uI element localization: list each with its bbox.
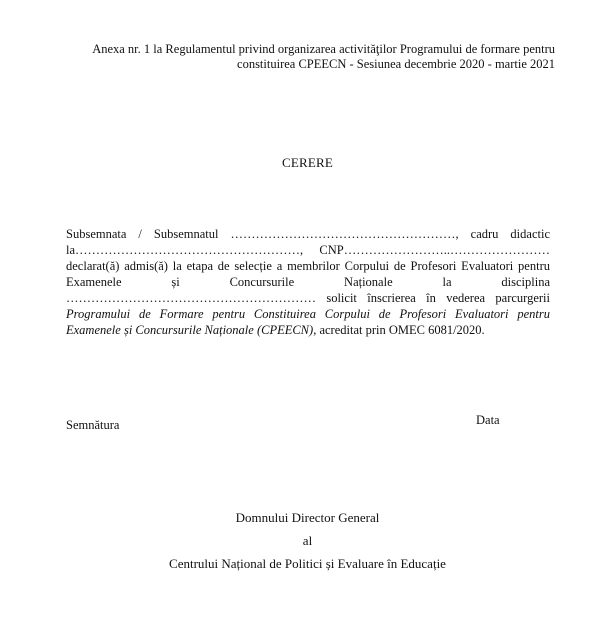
body-line-1: Subsemnata / Subsemnatul ………………………………………………, cadru didactic (66, 227, 550, 241)
annex-line-1: Anexa nr. 1 la Regulamentul privind organizarea activităţilor Programului de formare pentru (92, 42, 555, 56)
annex-line-2: constituirea CPEECN - Sesiunea decembrie 2020 - martie 2021 (237, 57, 555, 71)
signature-label: Semnătura (66, 418, 120, 432)
body-line-4: Examenele și Concursurile Naționale la disciplina (66, 275, 550, 289)
addressee-line-2: al (302, 533, 313, 548)
addressee-line-1: Domnului Director General (235, 510, 380, 525)
annex-header (55, 42, 555, 72)
body-line-2: la………………………………………………, CNP……………………..…………………… (66, 243, 550, 257)
program-name: Programului de Formare pentru Constituirea Corpului de Profesori Evaluatori pentru Examenele și Concursurile Naționale (CPEECN) (66, 307, 550, 337)
body-program-paragraph (66, 306, 550, 338)
date-label: Data (476, 413, 500, 427)
program-accreditation: , acreditat prin OMEC 6081/2020. (313, 323, 485, 337)
addressee-line-3: Centrului Național de Politici și Evaluare în Educație (169, 556, 446, 571)
request-body (66, 226, 550, 338)
body-line-5: …………………………………………………… solicit înscrierea în vederea parcurgerii (66, 291, 550, 305)
body-line-3: declarat(ă) admis(ă) la etapa de selecție a membrilor Corpului de Profesori Evaluatori pentru (66, 259, 550, 273)
document-title: CERERE (281, 155, 334, 170)
